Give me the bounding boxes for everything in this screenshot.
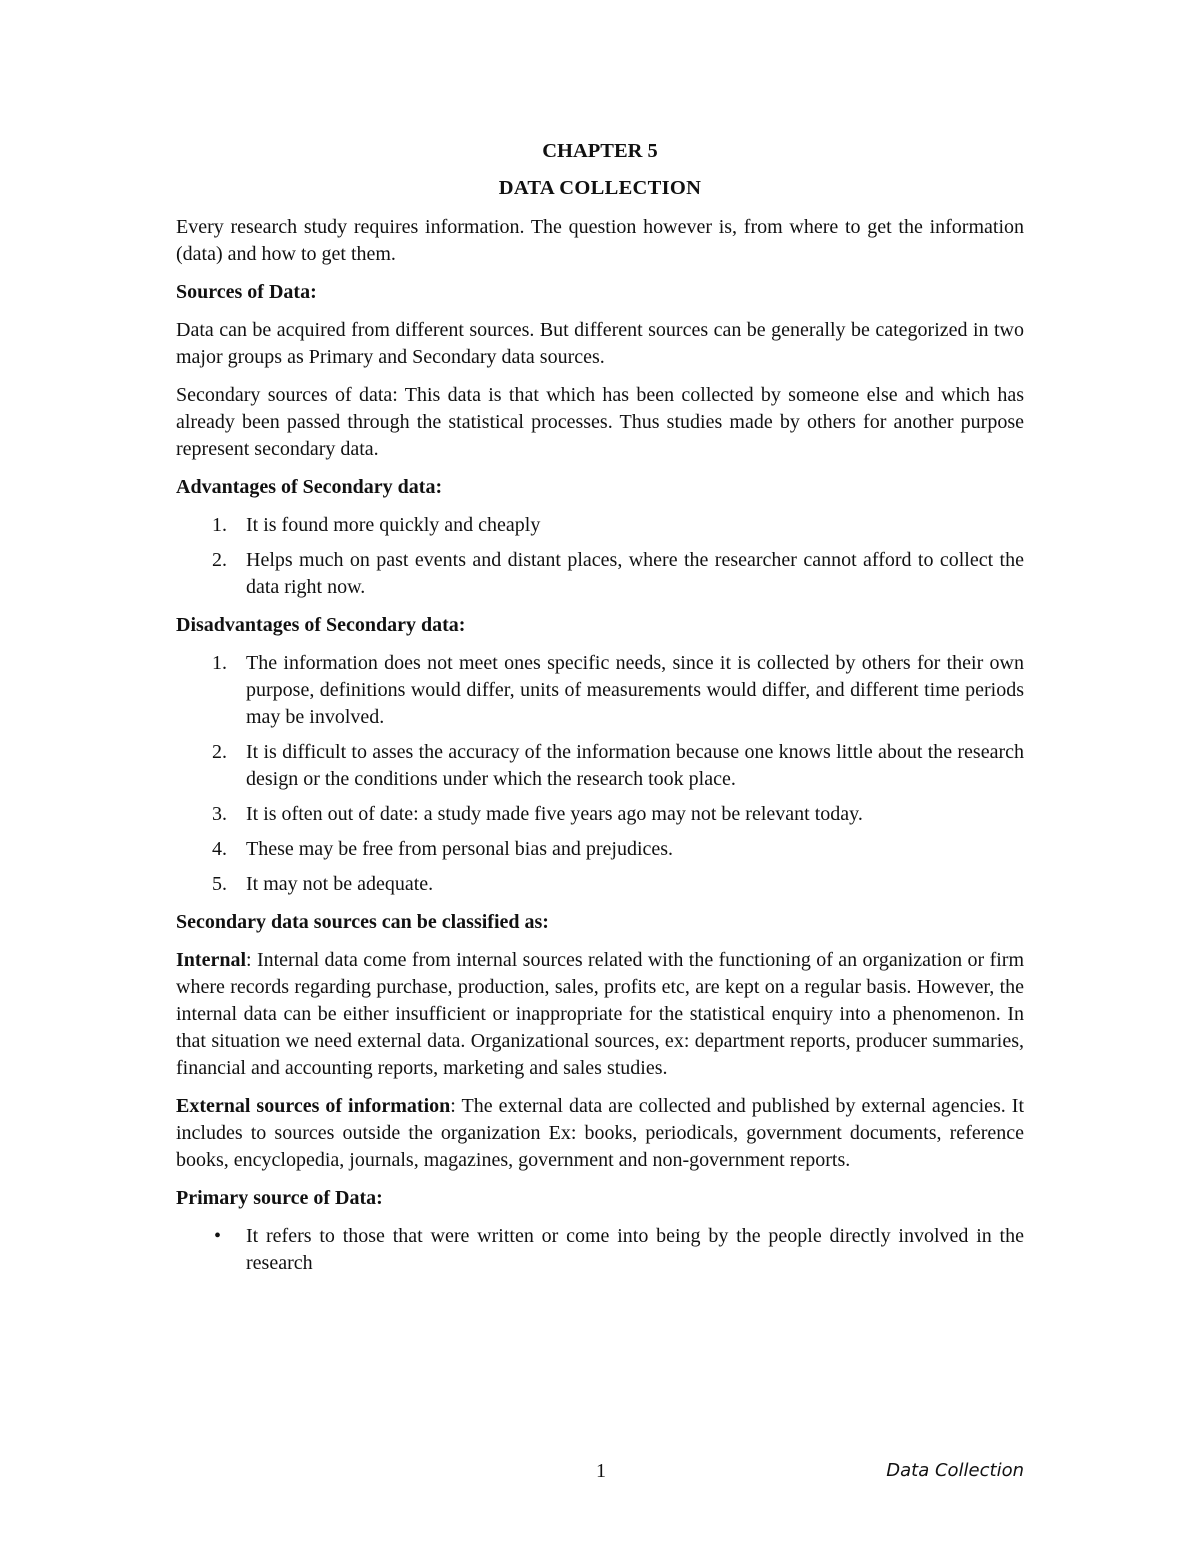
list-item <box>176 739 1024 793</box>
list-item <box>176 801 1024 828</box>
list-item <box>176 547 1024 601</box>
page-number: 1 <box>596 1460 606 1482</box>
list-item-text: These may be free from personal bias and prejudices. <box>246 838 674 860</box>
disadvantages-heading: Disadvantages of Secondary data: <box>176 614 466 636</box>
list-item-text: It is found more quickly and cheaply <box>246 514 541 536</box>
list-item-number: 1. <box>212 514 227 536</box>
list-item-text: It may not be adequate. <box>246 873 434 895</box>
list-item-text: Helps much on past events and distant places, where the researcher cannot afford to collect the data right now. <box>246 549 1024 598</box>
primary-list <box>176 1223 1024 1277</box>
chapter-number: CHAPTER 5 <box>542 140 658 162</box>
list-item <box>176 871 1024 898</box>
list-item-number: 2. <box>212 741 227 763</box>
disadvantages-list <box>176 650 1024 898</box>
classified-heading: Secondary data sources can be classified as: <box>176 911 549 933</box>
list-item <box>176 836 1024 863</box>
list-item <box>176 512 1024 539</box>
sources-paragraph: Data can be acquired from different sources. But different sources can be generally be categorized in two major groups as Primary and Secondary data sources. <box>176 319 1024 368</box>
external-text: : The external data are collected and published by external agencies. It includes to sources outside the organization Ex: books, periodicals, government documents, reference books, encyclopedia, journals, magazines, government and non-government reports. <box>176 1095 1024 1171</box>
document-page <box>176 138 1024 1288</box>
list-item-number: 3. <box>212 803 227 825</box>
primary-heading: Primary source of Data: <box>176 1187 383 1209</box>
external-paragraph <box>176 1093 1024 1174</box>
advantages-heading: Advantages of Secondary data: <box>176 476 443 498</box>
list-item-number: 5. <box>212 873 227 895</box>
intro-paragraph: Every research study requires information. The question however is, from where to get the information (data) and how to get them. <box>176 216 1024 265</box>
list-item <box>176 1223 1024 1277</box>
advantages-list <box>176 512 1024 601</box>
secondary-paragraph: Secondary sources of data: This data is that which has been collected by someone else and which has already been passed through the statistical processes. Thus studies made by others for another purpose represent secondary data. <box>176 384 1024 460</box>
sources-heading: Sources of Data: <box>176 281 317 303</box>
list-item-number: 2. <box>212 549 227 571</box>
list-item-text: It is often out of date: a study made five years ago may not be relevant today. <box>246 803 863 825</box>
external-label: External sources of information <box>176 1095 451 1117</box>
list-item-text: The information does not meet ones specific needs, since it is collected by others for their own purpose, definitions would differ, units of measurements would differ, and different time periods may be involved. <box>246 652 1024 728</box>
running-footer-title: Data Collection <box>886 1460 1024 1481</box>
internal-label: Internal <box>176 949 246 971</box>
bullet-icon: • <box>214 1225 222 1247</box>
list-item-number: 1. <box>212 652 227 674</box>
internal-text: : Internal data come from internal sources related with the functioning of an organization or firm where records regarding purchase, production, sales, profits etc, are kept on a regular basis. However, the internal data can be either insufficient or inappropriate for the statistical enquiry into a phenomenon. In that situation we need external data. Organizational sources, ex: department reports, producer summaries, financial and accounting reports, marketing and sales studies. <box>176 949 1024 1079</box>
list-item <box>176 650 1024 731</box>
internal-paragraph <box>176 947 1024 1082</box>
chapter-title: DATA COLLECTION <box>498 177 702 199</box>
list-item-text: It refers to those that were written or come into being by the people directly involved in the research <box>246 1225 1024 1274</box>
list-item-text: It is difficult to asses the accuracy of the information because one knows little about the research design or the conditions under which the research took place. <box>246 741 1024 790</box>
list-item-number: 4. <box>212 838 227 860</box>
